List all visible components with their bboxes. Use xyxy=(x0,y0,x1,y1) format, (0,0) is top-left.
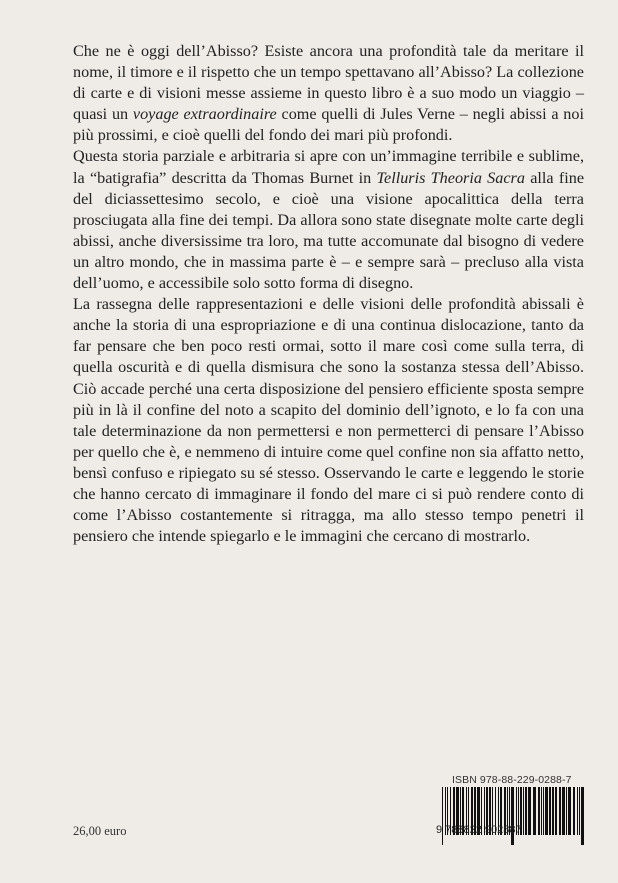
italic-title: Telluris Theoria Sacra xyxy=(376,168,525,187)
isbn-label: ISBN 978-88-229-0288-7 xyxy=(452,774,572,786)
paragraph-text: alla fine del diciassettesimo secolo, e cioè una visione apocalittica della terra prosciugata alla fine dei tempi. Da allora sono state disegnate molte carte degli abissi, anche diversissime tra loro, ma tutte accomunate dal bisogno di vedere un altro mondo, che in massima parte è – e sempre sarà – precluso alla vista dell’uomo, e accessibile solo sotto forma di disegno. xyxy=(73,168,585,293)
barcode-digits: 9 788822 902887 xyxy=(436,824,522,836)
paragraph-text: come quelli di Jules Verne – negli abissi a noi più prossimi, e cioè quelli del fondo dei mari più profondi. xyxy=(73,105,584,145)
barcode-bar xyxy=(442,787,443,845)
paragraph xyxy=(73,146,584,294)
price-label: 26,00 euro xyxy=(73,824,127,838)
blurb-text xyxy=(73,41,584,547)
barcode-bar xyxy=(511,787,514,845)
italic-title: voyage extraordinaire xyxy=(132,105,277,124)
barcode-bar xyxy=(581,787,584,845)
paragraph-text: Che ne è oggi dell’Abisso? Esiste ancora una profondità tale da meritare il nome, il timore e il rispetto che un tempo spettavano all’Abisso? La collezione di carte e di visioni messe assieme in questo libro è a suo modo un viaggio – quasi un xyxy=(73,42,584,124)
paragraph-text: La rassegna delle rappresentazioni e delle visioni delle profondità abissali è anche la storia di una espropriazione e di una continua dislocazione, tanto da far pensare che ben poco resti ormai, sotto il mare così come sulla terra, di quella oscurità e di quella dismisura che sono la sostanza stessa dell’Abisso. Ciò accade perché una certa disposizione del pensiero efficiente sposta sempre più in là il confine del noto a scapito del dominio dell’ignoto, e lo fa con una tale determinazione da non permettersi e non permetterci di pensare l’Abisso per quello che è, e nemmeno di intuire come quel confine non sia affatto netto, bensì confuso e ripiegato su sé stesso. Osservando le carte e leggendo le storie che hanno cercato di immaginare il fondo del mare ci si può rendere conto di come l’Abisso costantemente si ritragga, ma allo stesso tempo penetri il pensiero che intende spiegarlo e le immagini che cercano di mostrarlo. xyxy=(73,295,584,546)
paragraph xyxy=(73,294,584,547)
paragraph-text: Questa storia parziale e arbitraria si apre con un’immagine terribile e sublime, la “batigrafia” descritta da Thomas Burnet in xyxy=(73,147,584,187)
paragraph xyxy=(73,41,584,146)
isbn-barcode xyxy=(440,787,586,847)
